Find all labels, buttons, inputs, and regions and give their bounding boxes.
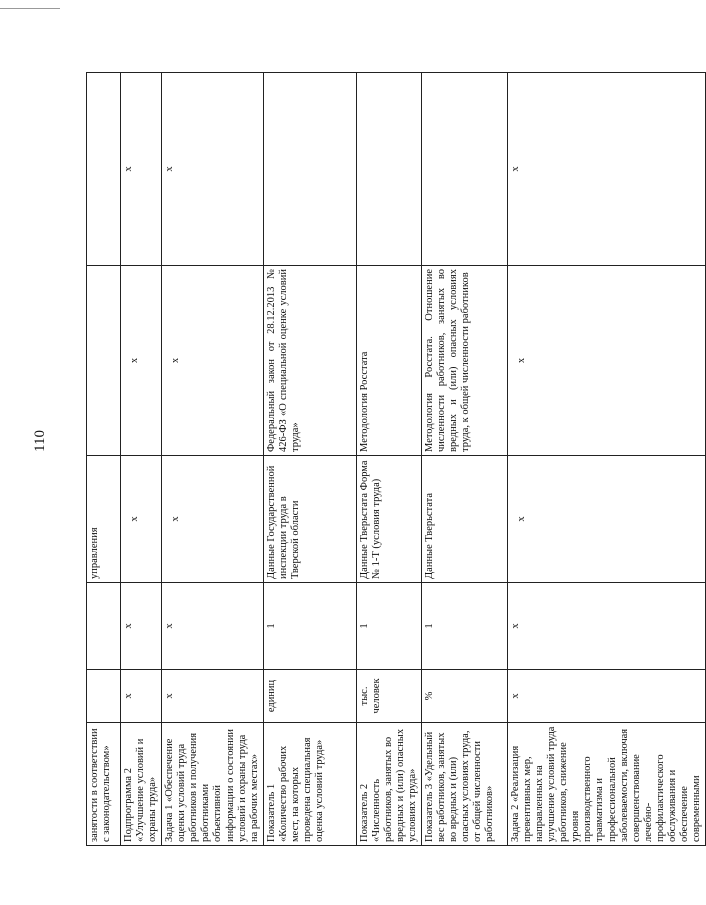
cell-unit: % — [422, 670, 508, 723]
cell-source: управления — [87, 456, 121, 583]
cell-value: 1 — [263, 583, 356, 670]
cell-method — [87, 266, 121, 456]
cell-value: х — [162, 583, 264, 670]
cell-name: Задача 1 «Обеспечение оценки условий труда работников и получения работниками объективной информации о состоянии условий и охраны труда на рабочих местах» — [162, 723, 264, 846]
cell-name: Показатель 3 «Удельный вес работников, занятых во вредных и (или) опасных условиях труда, от общей численности работников» — [422, 723, 508, 846]
cell-last — [263, 73, 356, 266]
rotated-table-wrapper — [86, 72, 702, 846]
cell-value: х — [508, 583, 706, 670]
cell-name: Показатель 2 «Численность работников, занятых во вредных и (или) опасных условиях труда» — [356, 723, 421, 846]
table-row — [162, 73, 264, 846]
cell-method: Методология Росстата. Отношение численности работников, занятых во вредных и (или) опасных условиях труда, к общей численности работников — [422, 266, 508, 456]
table-row — [121, 73, 162, 846]
indicator-table — [86, 72, 706, 846]
cell-value: 1 — [422, 583, 508, 670]
cell-method: х — [508, 266, 706, 456]
cell-source: х — [121, 456, 162, 583]
table-row — [422, 73, 508, 846]
cell-last: х — [162, 73, 264, 266]
cell-method: Методология Росстата — [356, 266, 421, 456]
cell-unit: х — [508, 670, 706, 723]
cell-source: Данные Тверьстата Форма № 1-Т (условия труда) — [356, 456, 421, 583]
cell-source: Данные Государственной инспекции труда в Тверской области — [263, 456, 356, 583]
scan-edge-line — [0, 8, 60, 9]
table-row — [508, 73, 706, 846]
cell-name: Показатель 1 «Количество рабочих мест, на которых проведена специальная оценка условий труда» — [263, 723, 356, 846]
cell-source: х — [508, 456, 706, 583]
cell-last — [422, 73, 508, 266]
cell-unit: единиц — [263, 670, 356, 723]
cell-unit: тыс. человек — [356, 670, 421, 723]
cell-name: Задача 2 «Реализация превентивных мер, направленных на улучшение условий труда работников, снижение уровня производственного травматизма и профессиональной заболеваемости, включая совершенствование лечебно-профилактического обслуживания и обеспечение современными — [508, 723, 706, 846]
cell-value: 1 — [356, 583, 421, 670]
cell-last — [356, 73, 421, 266]
cell-unit — [87, 670, 121, 723]
cell-method: Федеральный закон от 28.12.2013 № 426-ФЗ «О специальной оценке условий труда» — [263, 266, 356, 456]
table-row — [356, 73, 421, 846]
cell-unit: х — [162, 670, 264, 723]
cell-last — [87, 73, 121, 266]
cell-source: х — [162, 456, 264, 583]
table-row — [87, 73, 121, 846]
cell-source: Данные Тверьстата — [422, 456, 508, 583]
cell-last: х — [121, 73, 162, 266]
cell-unit: х — [121, 670, 162, 723]
cell-value: х — [121, 583, 162, 670]
page-number: 110 — [32, 430, 48, 452]
cell-last: х — [508, 73, 706, 266]
cell-method: х — [162, 266, 264, 456]
table-row — [263, 73, 356, 846]
cell-name: занятости в соответствии с законодательством» — [87, 723, 121, 846]
cell-method: х — [121, 266, 162, 456]
cell-name: Подпрограмма 2 «Улучшение условий и охраны труда» — [121, 723, 162, 846]
cell-value — [87, 583, 121, 670]
